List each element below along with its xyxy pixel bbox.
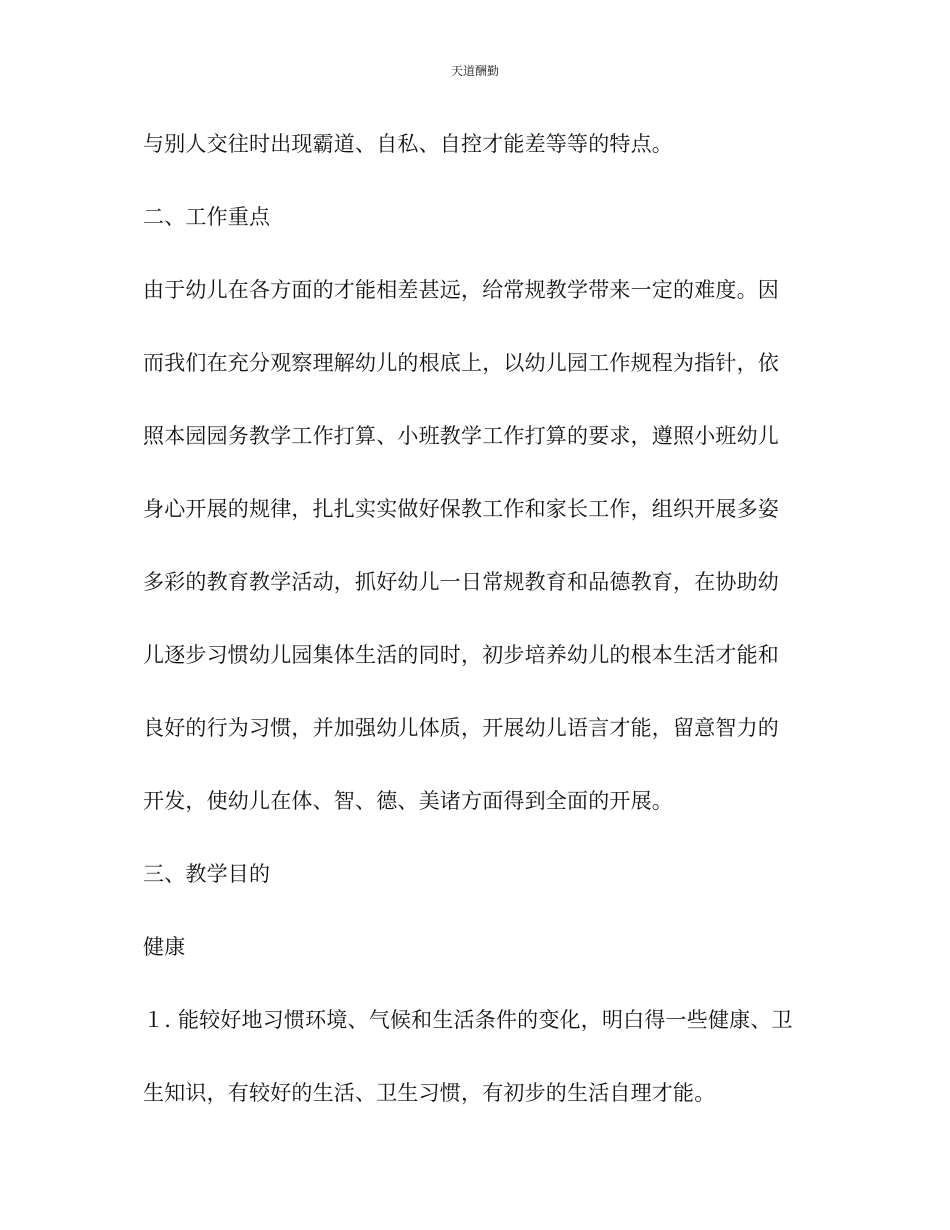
text-line: 而我们在充分观察理解幼儿的根底上，以幼儿园工作规程为指针，依 [143,351,779,375]
text-line: 生知识，有较好的生活、卫生习惯，有初步的生活自理才能。 [143,1081,716,1105]
text-line: 儿逐步习惯幼儿园集体生活的同时，初步培养幼儿的根本生活才能和 [143,643,779,667]
text-line: 身心开展的规律，扎扎实实做好保教工作和家长工作，组织开展多姿 [143,497,779,521]
text-line: 与别人交往时出现霸道、自私、自控才能差等等的特点。 [143,132,673,156]
text-line: 由于幼儿在各方面的才能相差甚远，给常规教学带来一定的难度。因 [143,278,779,302]
text-line: 良好的行为习惯，并加强幼儿体质，开展幼儿语言才能，留意智力的 [143,716,779,740]
text-line: 多彩的教育教学活动，抓好幼儿一日常规教育和品德教育，在协助幼 [143,570,779,594]
section-heading: 三、教学目的 [143,862,271,886]
subsection-heading: 健康 [143,935,186,959]
page-header: 天道酬勤 [450,64,499,78]
document-body [143,124,823,1146]
section-heading: 二、工作重点 [143,205,271,229]
text-line: 照本园园务教学工作打算、小班教学工作打算的要求，遵照小班幼儿 [143,424,779,448]
text-line: 开发，使幼儿在体、智、德、美诸方面得到全面的开展。 [143,789,673,813]
list-item: １. 能较好地习惯环境、气候和生活条件的变化，明白得一些健康、卫 [143,1008,793,1032]
